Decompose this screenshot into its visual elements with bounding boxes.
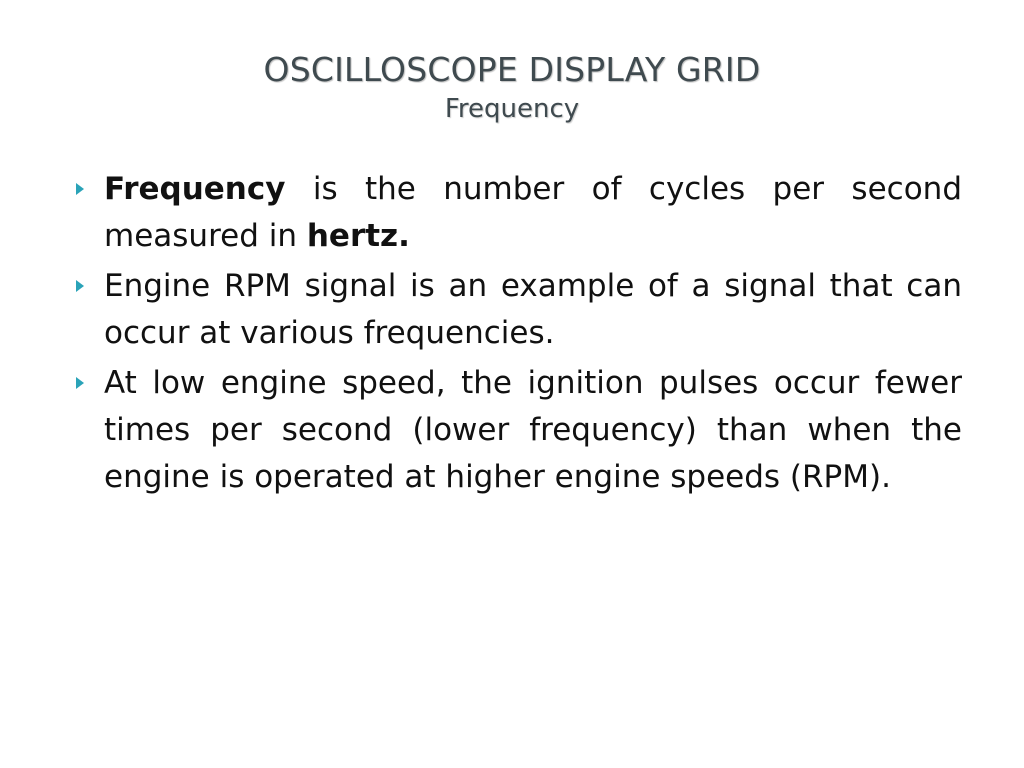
bullet-list [72,166,962,504]
slide-subtitle: Frequency [444,94,580,124]
triangle-right-icon [76,183,84,195]
triangle-right-icon [76,280,84,292]
bullet-term: Frequency [104,171,286,207]
bullet-item-frequency-definition [72,166,962,260]
bullet-text: At low engine speed, the ignition pulses occur fewer times per second (lower frequency) than when the engine is operated at higher engine speeds (RPM). [104,365,962,495]
bullet-text: is the number of cycles per second measured in [104,171,962,254]
bullet-unit: hertz. [306,218,410,254]
slide-title: OSCILLOSCOPE DISPLAY GRID [263,50,761,89]
bullet-item-engine-rpm [72,263,962,357]
triangle-right-icon [76,377,84,389]
title-block [0,48,1024,126]
bullet-item-low-engine-speed [72,360,962,501]
bullet-text: Engine RPM signal is an example of a signal that can occur at various frequencies. [104,268,962,351]
